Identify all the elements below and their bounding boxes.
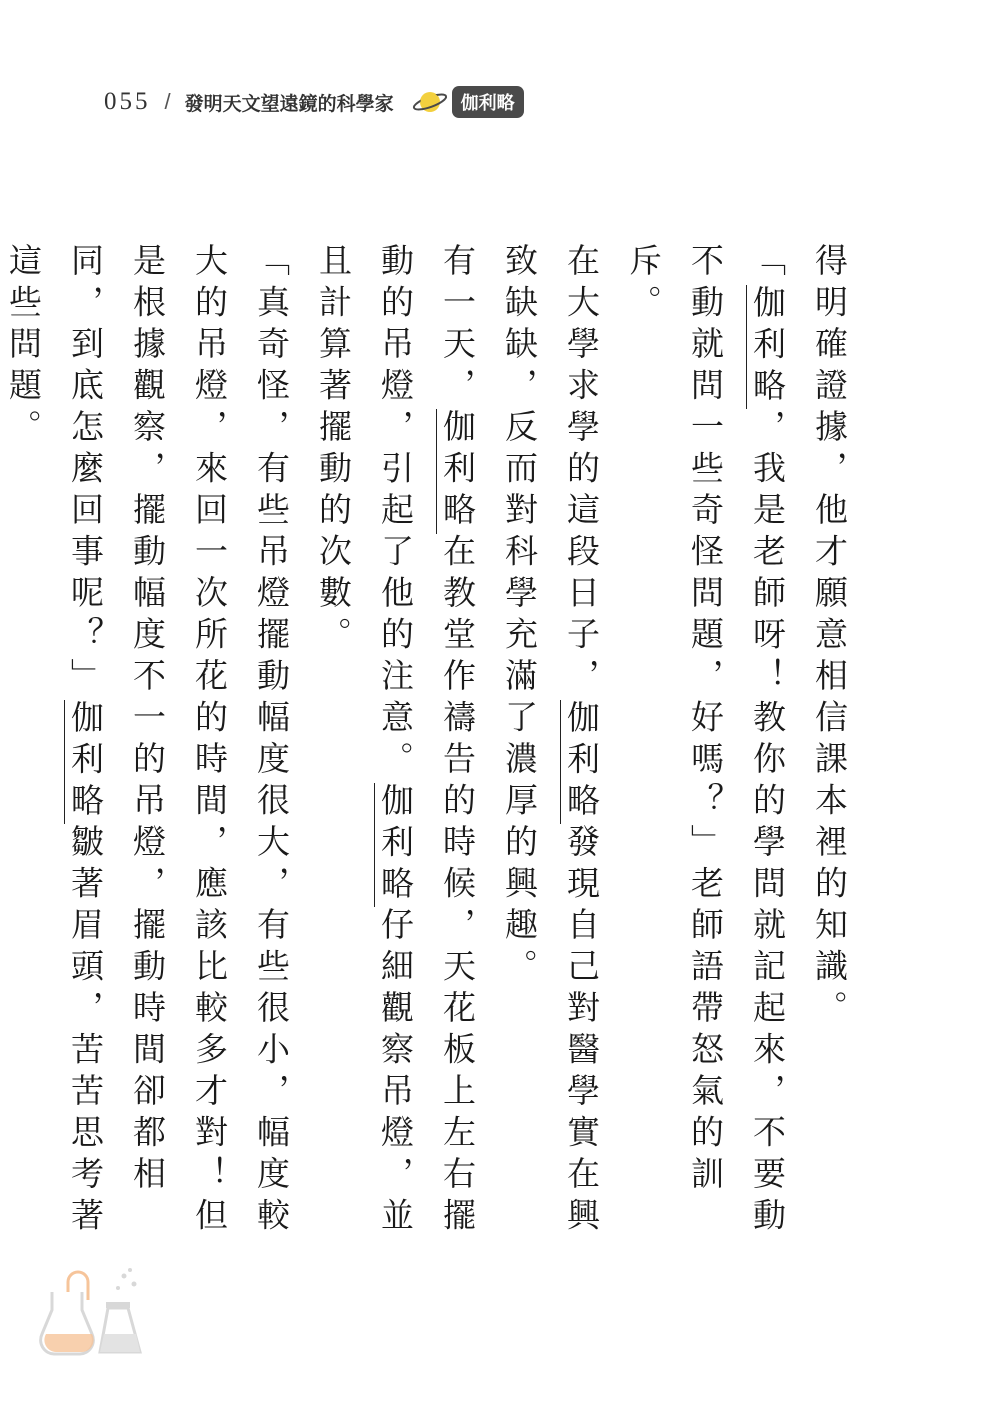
chapter-badge: 伽利略 — [452, 86, 524, 118]
text-segment: 在教堂作禱告的時候，天花板上左右擺動的吊燈，引起了他的注意。 — [376, 243, 477, 1239]
proper-name: 伽利略 — [66, 699, 105, 824]
text-segment: 在大學求學的這段日子， — [562, 243, 601, 700]
text-segment: 有一天， — [438, 243, 477, 409]
header-separator: / — [164, 89, 171, 114]
book-title: 發明天文望遠鏡的科學家 — [184, 92, 394, 115]
proper-name: 伽利略 — [376, 782, 415, 907]
text-segment: 仔細觀察吊燈，並且計算著擺動的次數。 — [314, 243, 415, 1239]
text-segment: 皺著眉頭，苦苦思考著這些問題。 — [4, 243, 105, 1239]
text-segment: ，我是老師呀！教你的學問就記起來，不要動不動就問一些奇怪問題，好嗎？」老師語帶怒氣的訓斥。 — [624, 243, 787, 1239]
text-segment: 發現自己對醫學實在興致缺缺，反而對科學充滿了濃厚的興趣。 — [500, 243, 601, 1239]
story-text — [0, 243, 860, 1273]
proper-name: 伽利略 — [438, 409, 477, 534]
paragraph — [488, 243, 612, 1273]
paragraph — [302, 243, 488, 1273]
text-segment: 得明確證據，他才願意相信課本裡的知識。 — [810, 243, 849, 1032]
text-segment: 「真奇怪，有些吊燈擺動幅度很大，有些很小，幅度較大的吊燈，來回一次所花的時間，應該比較多才對！但是根據觀察，擺動幅度不一的吊燈，擺動時間卻都相同，到底怎麼回事呢？」 — [66, 243, 291, 1239]
proper-name: 伽利略 — [748, 284, 787, 409]
paragraph — [798, 243, 860, 1273]
proper-name: 伽利略 — [562, 699, 601, 824]
text-segment: 「 — [748, 243, 787, 285]
paragraph — [0, 243, 302, 1273]
saturn-planet-icon — [412, 88, 448, 116]
paragraph — [612, 243, 798, 1273]
page-header — [104, 80, 524, 124]
flask-decoration-icon — [38, 1262, 150, 1362]
page-number: 055 — [104, 88, 151, 115]
